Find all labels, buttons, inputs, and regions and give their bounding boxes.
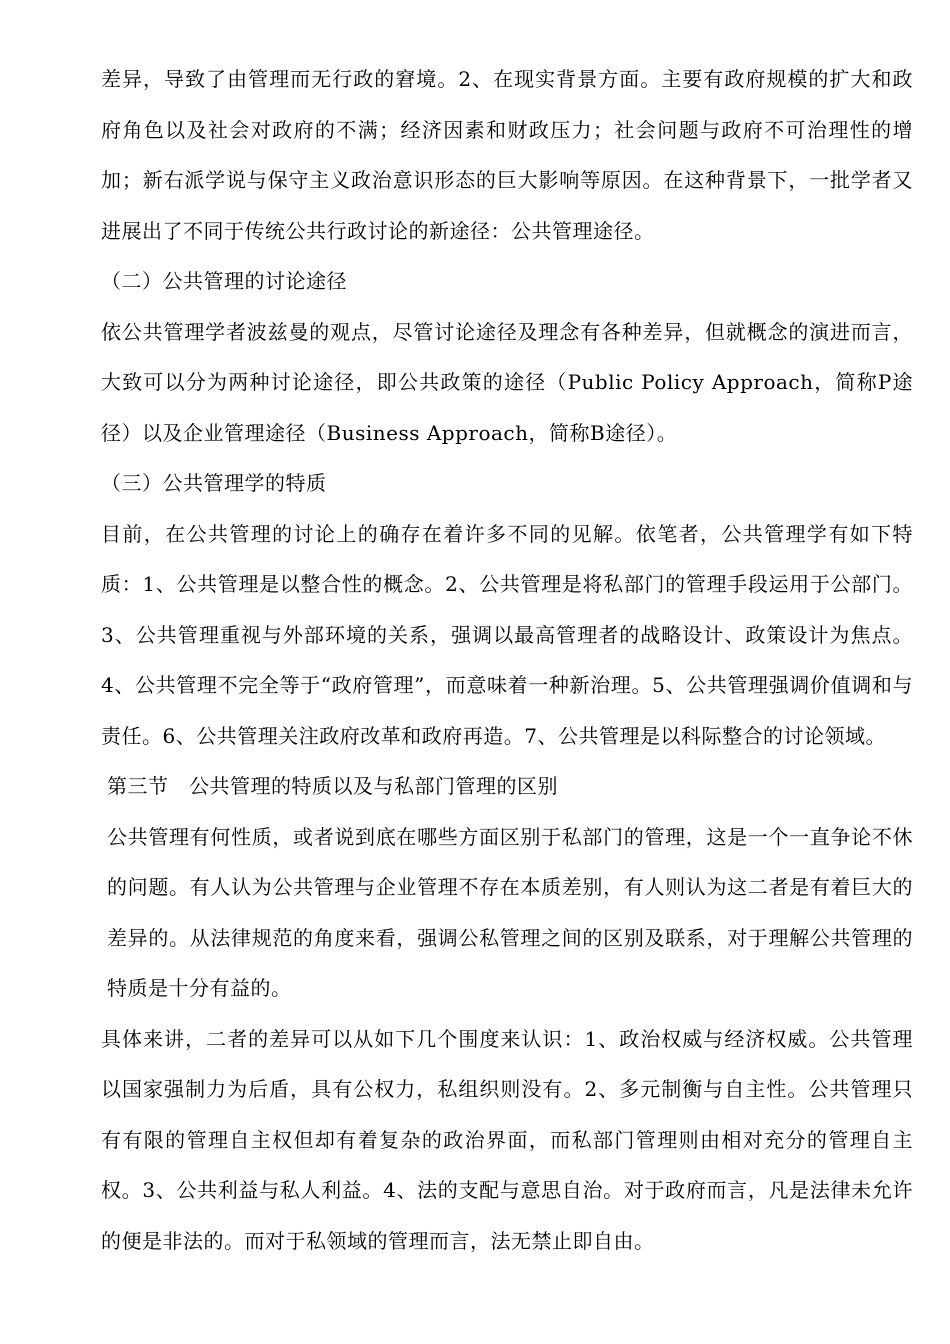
paragraph-background: 差异，导致了由管理而无行政的窘境。2、在现实背景方面。主要有政府规模的扩大和政府角色以及社会对政府的不满；经济因素和财政压力；社会问题与政府不可治理性的增加；新右派学说与保守主义政治意识形态的巨大影响等原因。在这种背景下，一批学者又进展出了不同于传统公共行政讨论的新途径：公共管理途径。: [101, 67, 913, 243]
heading-characteristics: （三）公共管理学的特质: [101, 471, 327, 495]
paragraph-nature: 公共管理有何性质，或者说到底在哪些方面区别于私部门的管理，这是一个一直争论不休的问题。有人认为公共管理与企业管理不存在本质差别，有人则认为这二者是有着巨大的差异的。从法律规范的角度来看，强调公私管理之间的区别及联系，对于理解公共管理的特质是十分有益的。: [107, 824, 913, 1000]
paragraph-approaches: 依公共管理学者波兹曼的观点，尽管讨论途径及理念有各种差异，但就概念的演进而言，大致可以分为两种讨论途径，即公共政策的途径（Public Policy Approach，简称P途径）以及企业管理途径（Business Approach，简称B途径）。: [101, 319, 913, 445]
paragraph-differences: 具体来讲，二者的差异可以从如下几个围度来认识：1、政治权威与经济权威。公共管理以国家强制力为后盾，具有公权力，私组织则没有。2、多元制衡与自主性。公共管理只有有限的管理自主权但却有着复杂的政治界面，而私部门管理则由相对充分的管理自主权。3、公共利益与私人利益。4、法的支配与意思自治。对于政府而言，凡是法律未允许的便是非法的。而对于私领域的管理而言，法无禁止即自由。: [101, 1026, 913, 1253]
paragraph-characteristics: 目前，在公共管理的讨论上的确存在着许多不同的见解。依笔者，公共管理学有如下特质：1、公共管理是以整合性的概念。2、公共管理是将私部门的管理手段运用于公部门。3、公共管理重视与外部环境的关系，强调以最高管理者的战略设计、政策设计为焦点。4、公共管理不完全等于“政府管理”，而意味着一种新治理。5、公共管理强调价值调和与责任。6、公共管理关注政府改革和政府再造。7、公共管理是以科际整合的讨论领域。: [101, 521, 913, 748]
heading-research-approaches: （二）公共管理的讨论途径: [101, 269, 347, 293]
document-body: [101, 54, 913, 1266]
section-title: 第三节 公共管理的特质以及与私部门管理的区别: [107, 774, 558, 798]
